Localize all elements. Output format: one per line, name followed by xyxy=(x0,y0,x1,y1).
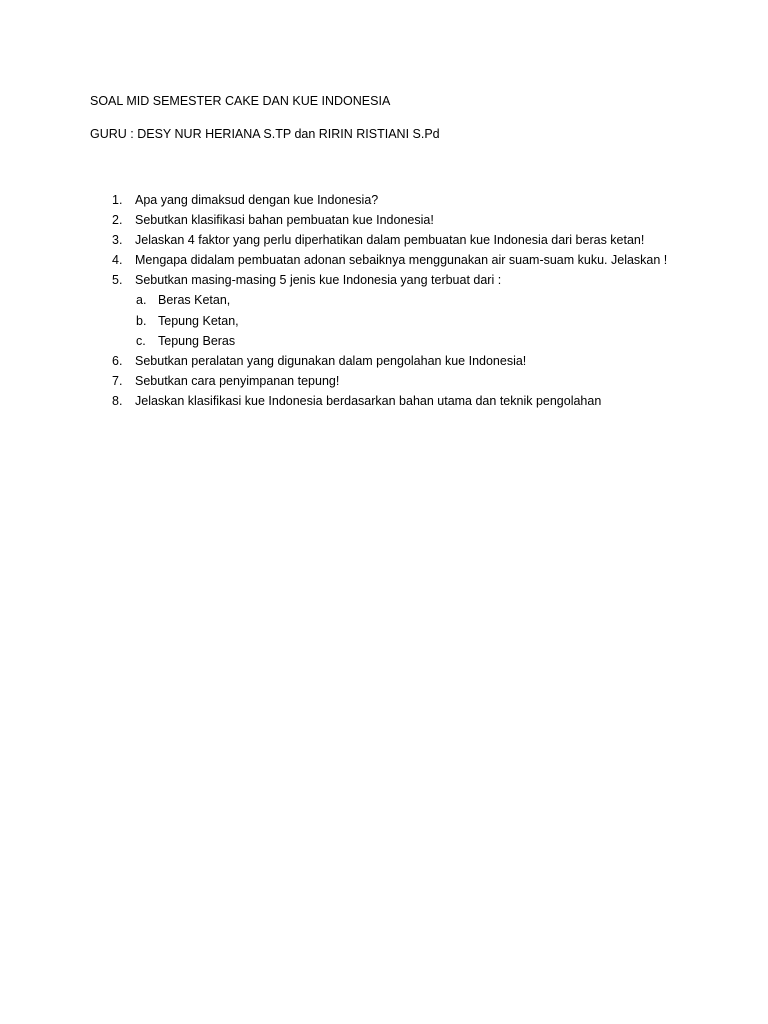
sub-item-letter: b. xyxy=(136,313,147,328)
question-number: 7. xyxy=(112,373,123,388)
question-text: Jelaskan klasifikasi kue Indonesia berdasarkan bahan utama dan teknik pengolahan xyxy=(135,393,602,408)
question-text: Mengapa didalam pembuatan adonan sebaiknya menggunakan air suam-suam kuku. Jelaskan ! xyxy=(135,253,668,268)
question-number: 1. xyxy=(112,193,123,207)
sub-item-letter: a. xyxy=(136,293,147,308)
sub-item xyxy=(0,290,768,310)
question-number: 2. xyxy=(112,213,123,228)
sub-item-text: Beras Ketan, xyxy=(158,293,231,308)
question-item xyxy=(0,190,768,210)
question-text: Sebutkan masing-masing 5 jenis kue Indonesia yang terbuat dari : xyxy=(135,273,502,288)
question-number: 3. xyxy=(112,233,123,248)
question-text: Jelaskan 4 faktor yang perlu diperhatikan dalam pembuatan kue Indonesia dari beras ketan! xyxy=(135,233,645,248)
question-number: 8. xyxy=(112,393,123,408)
sub-item-letter: c. xyxy=(136,333,146,348)
question-item xyxy=(0,351,768,371)
question-number: 4. xyxy=(112,253,123,268)
question-item xyxy=(0,270,768,290)
sub-item-text: Tepung Ketan, xyxy=(158,313,239,328)
sub-item xyxy=(0,331,768,351)
teacher-line: GURU : DESY NUR HERIANA S.TP dan RIRIN RISTIANI S.Pd xyxy=(90,127,440,141)
document-title: SOAL MID SEMESTER CAKE DAN KUE INDONESIA xyxy=(90,94,391,108)
question-item xyxy=(0,230,768,250)
question-item xyxy=(0,371,768,391)
question-item xyxy=(0,250,768,270)
sub-item-text: Tepung Beras xyxy=(158,333,236,348)
question-list xyxy=(0,190,768,411)
question-text: Sebutkan cara penyimpanan tepung! xyxy=(135,373,340,388)
question-text: Sebutkan peralatan yang digunakan dalam pengolahan kue Indonesia! xyxy=(135,353,527,368)
sub-item xyxy=(0,311,768,331)
question-item xyxy=(0,391,768,411)
question-item xyxy=(0,210,768,230)
question-text: Sebutkan klasifikasi bahan pembuatan kue Indonesia! xyxy=(135,213,434,228)
question-number: 5. xyxy=(112,273,123,288)
question-number: 6. xyxy=(112,353,123,368)
question-text: Apa yang dimaksud dengan kue Indonesia? xyxy=(135,193,379,207)
